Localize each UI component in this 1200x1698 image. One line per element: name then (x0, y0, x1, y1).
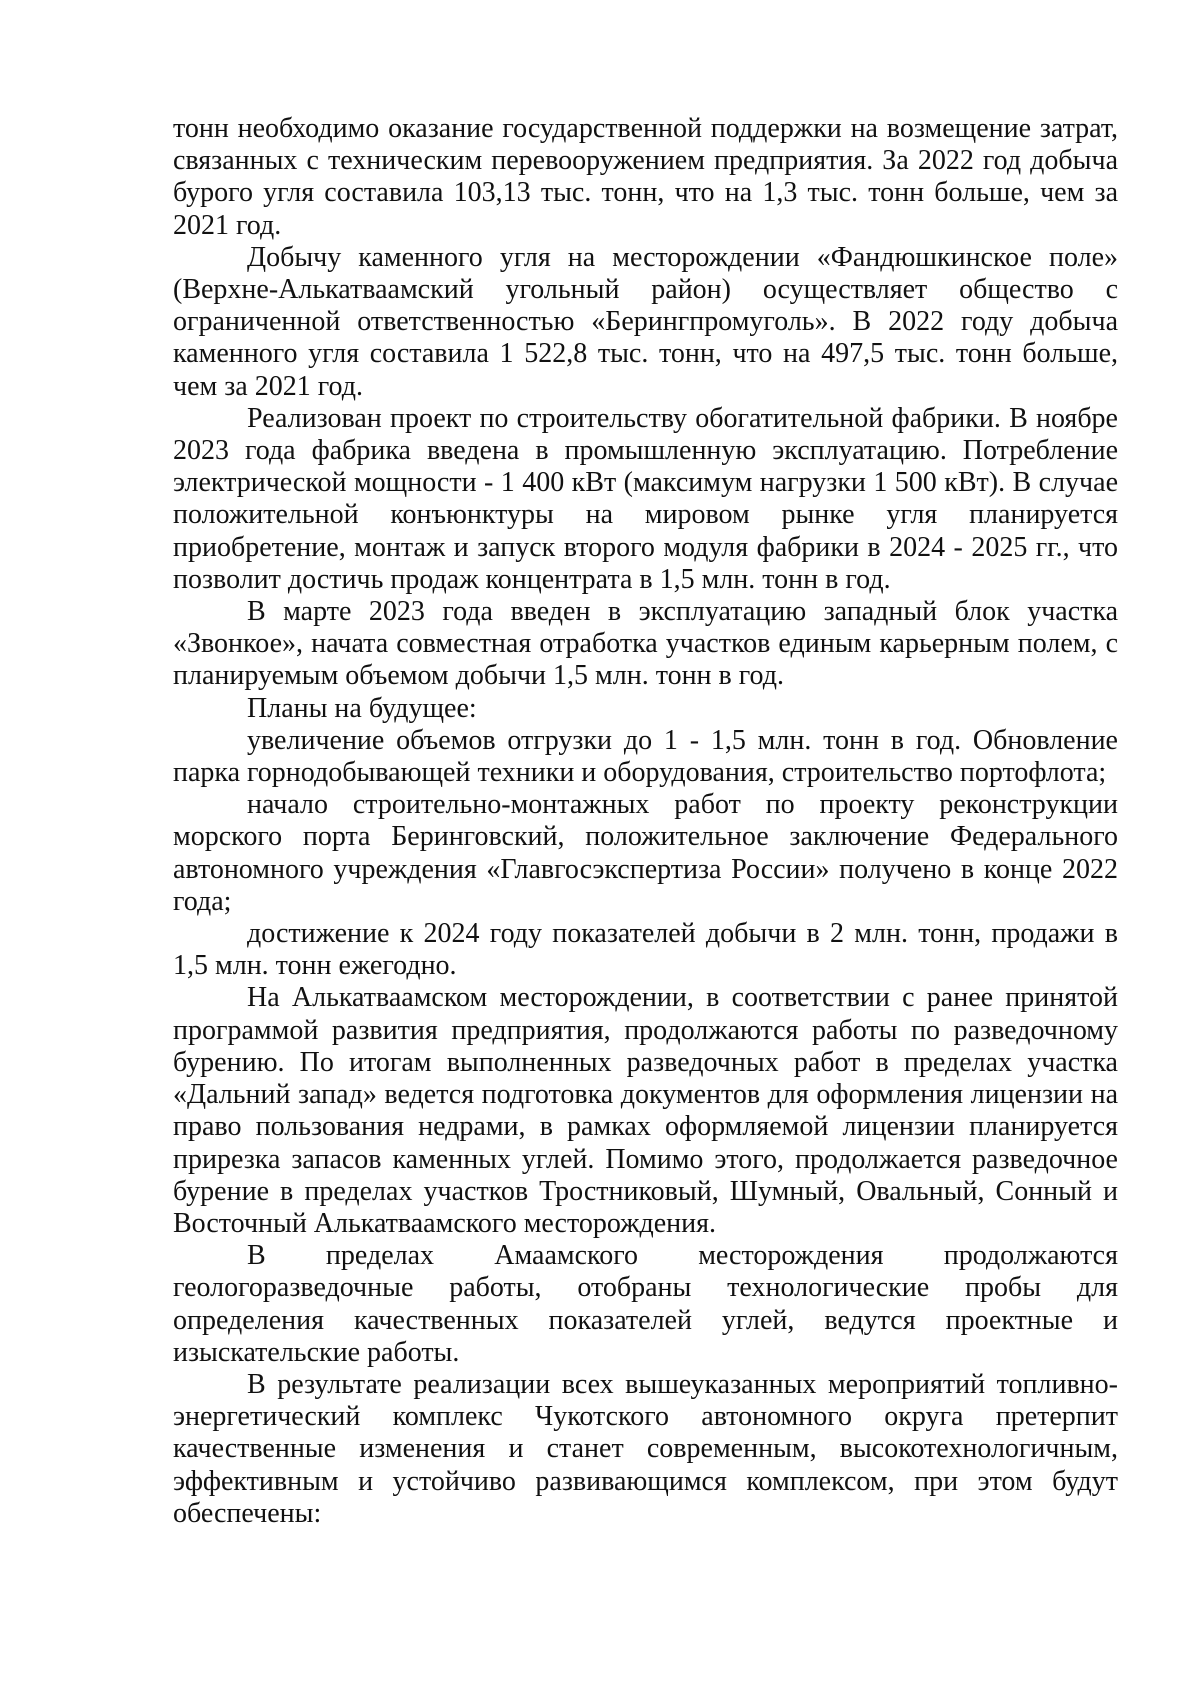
paragraph-alkatvaam: На Алькатваамском месторождении, в соответствии с ранее принятой программой развития предприятия, продолжаются работы по разведочному бурению. По итогам выполненных разведочных работ в пределах участка «Дальний запад» ведется подготовка документов для оформления лицензии на право пользования недрами, в рамках оформляемой лицензии планируется прирезка запасов каменных углей. Помимо этого, продолжается разведочное бурение в пределах участков Тростниковый, Шумный, Овальный, Сонный и Восточный Алькатваамского месторождения. (173, 982, 1118, 1239)
paragraph-future-plans-heading: Планы на будущее: (247, 692, 477, 724)
document-page (173, 113, 1118, 1530)
paragraph-plan-shipments: увеличение объемов отгрузки до 1 - 1,5 млн. тонн в год. Обновление парка горнодобывающей техники и оборудования, строительство портофлота; (173, 724, 1118, 789)
paragraph-results: В результате реализации всех вышеуказанных мероприятий топливно-энергетический комплекс Чукотского автономного округа претерпит качественные изменения и станет современным, высокотехнологичным, эффективным и устойчиво развивающимся комплексом, при этом будут обеспечены: (173, 1368, 1118, 1529)
paragraph-processing-plant: Реализован проект по строительству обогатительной фабрики. В ноябре 2023 года фабрика введена в промышленную эксплуатацию. Потребление электрической мощности - 1 400 кВт (максимум нагрузки 1 500 кВт). В случае положительной конъюнктуры на мировом рынке угля планируется приобретение, монтаж и запуск второго модуля фабрики в 2024 - 2025 гг., что позволит достичь продаж концентрата в 1,5 млн. тонн в год. (173, 402, 1118, 595)
paragraph-amaam: В пределах Амаамского месторождения продолжаются геологоразведочные работы, отобраны технологические пробы для определения качественных показателей углей, ведутся проектные и изыскательские работы. (173, 1240, 1118, 1368)
paragraph-fandyushkinskoe: Добычу каменного угля на месторождении «Фандюшкинское поле» (Верхне-Алькатваамский угольный район) осуществляет общество с ограниченной ответственностью «Берингпромуголь». В 2022 году добыча каменного угля составила 1 522,8 тыс. тонн, что на 497,5 тыс. тонн больше, чем за 2021 год. (173, 241, 1118, 402)
paragraph-brown-coal-continued: тонн необходимо оказание государственной поддержки на возмещение затрат, связанных с техническим перевооружением предприятия. За 2022 год добыча бурого угля составила 103,13 тыс. тонн, что на 1,3 тыс. тонн больше, чем за 2021 год. (173, 113, 1118, 241)
paragraph-plan-port: начало строительно-монтажных работ по проекту реконструкции морского порта Беринговский, положительное заключение Федерального автономного учреждения «Главгосэкспертиза России» получено в конце 2022 года; (173, 789, 1118, 917)
paragraph-zvonkoe: В марте 2023 года введен в эксплуатацию западный блок участка «Звонкое», начата совместная отработка участков единым карьерным полем, с планируемым объемом добычи 1,5 млн. тонн в год. (173, 596, 1118, 692)
paragraph-plan-production: достижение к 2024 году показателей добычи в 2 млн. тонн, продажи в 1,5 млн. тонн ежегодно. (173, 918, 1118, 982)
